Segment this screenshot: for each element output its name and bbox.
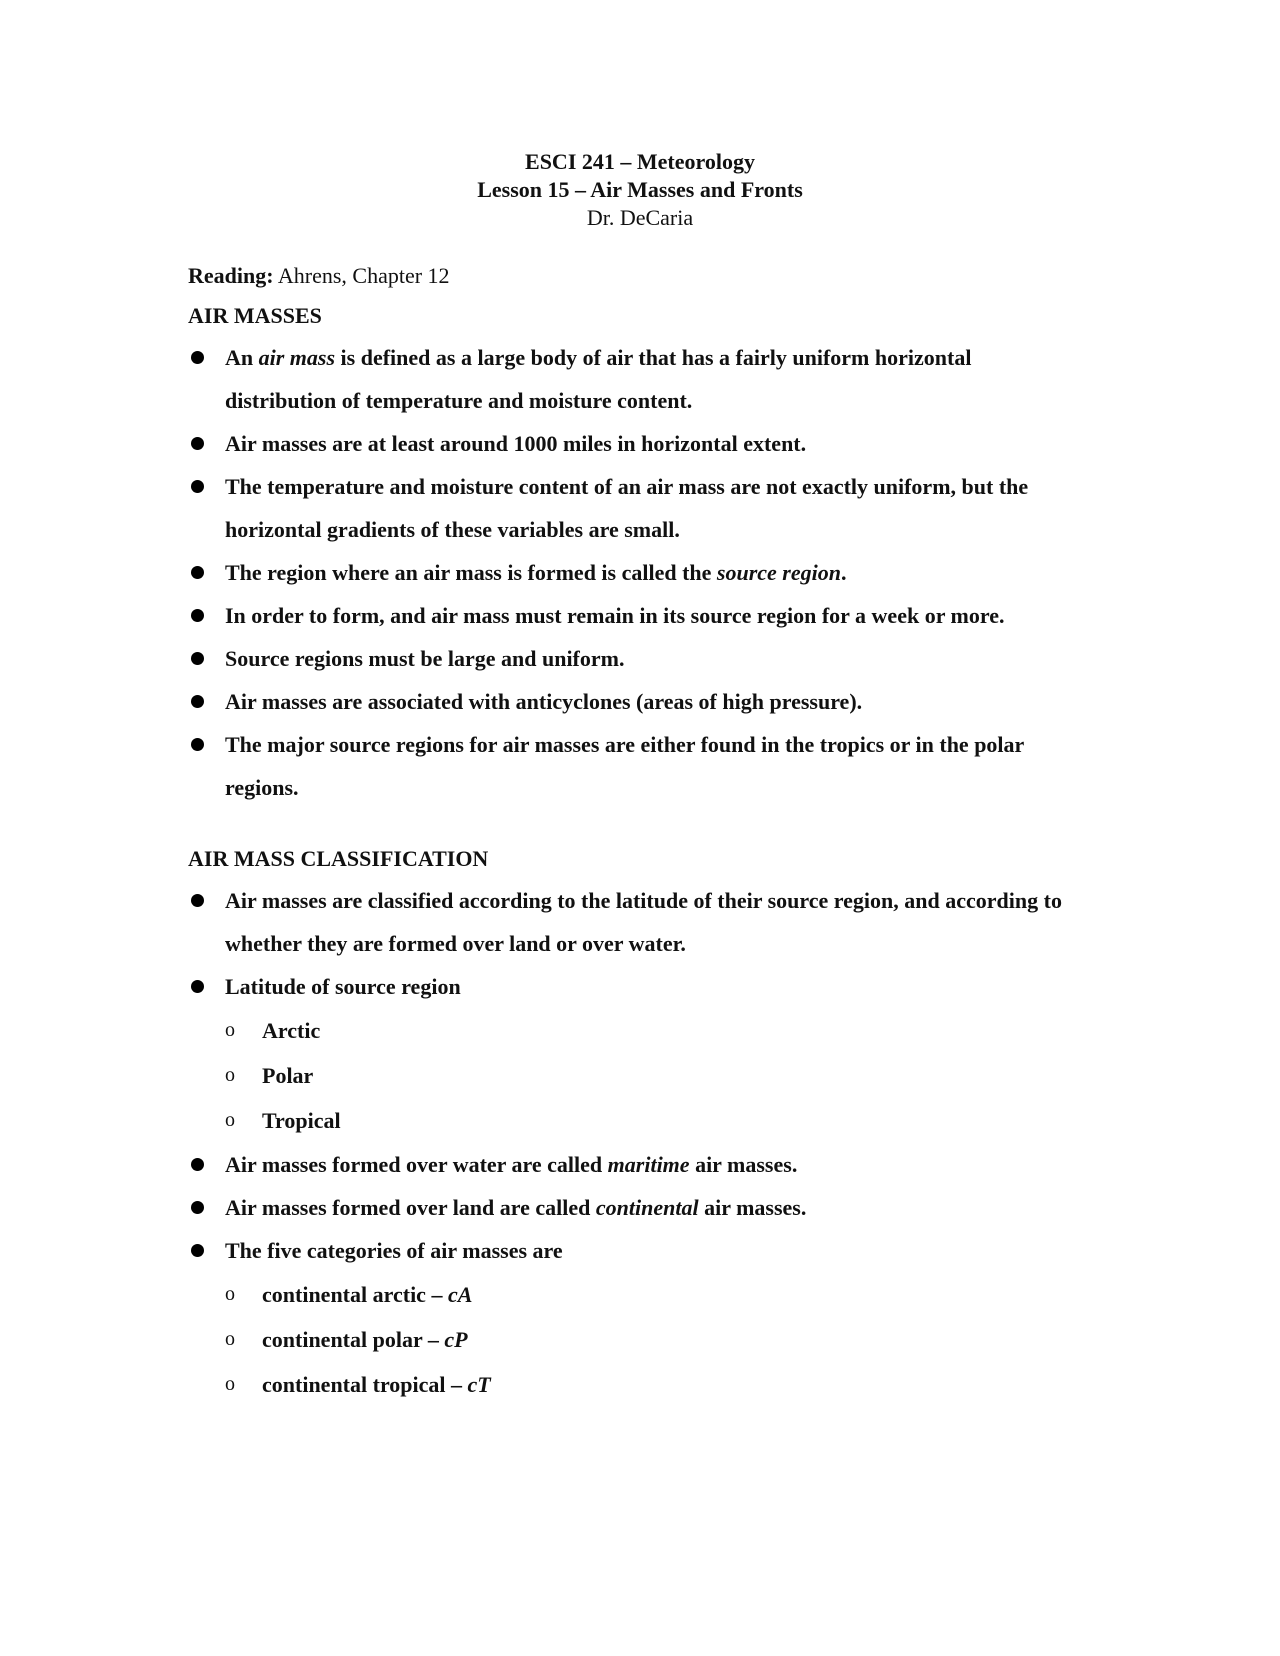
air-masses-list [188,336,1088,809]
bullet-text: is defined as a large body of air that has a fairly uniform horizontal distribution of temperature and moisture content. [225,345,972,413]
category-name: continental polar – [262,1327,445,1352]
bullet-icon [191,894,204,907]
author-name: Dr. DeCaria [586,205,694,230]
bullet-text: Air masses are at least around 1000 miles in horizontal extent. [225,431,807,456]
sublist-text: Tropical [262,1108,341,1133]
document-header [0,148,1280,232]
bullet-icon [191,695,204,708]
bullet-text: Air masses formed over land are called [225,1195,596,1220]
section-title-air-masses: AIR MASSES [188,303,322,328]
list-item [188,465,1088,551]
list-item [188,336,1088,422]
bullet-text: air masses. [698,1195,807,1220]
bullet-icon [191,609,204,622]
bullet-text: The major source regions for air masses are either found in the tropics or in the polar regions. [225,732,1024,800]
bullet-icon [191,652,204,665]
category-code: cT [467,1372,491,1397]
reading-text: Ahrens, Chapter 12 [277,263,450,288]
sublist-item [225,1362,1088,1407]
bullet-icon [191,480,204,493]
bullet-icon [191,437,204,450]
list-item [188,965,1088,1143]
document-body [188,262,1088,1407]
sublist-text: Polar [262,1063,314,1088]
reading-line [188,262,1088,290]
list-item [188,1186,1088,1229]
list-item [188,551,1088,594]
bullet-text: Latitude of source region [225,974,461,999]
bullet-text: Source regions must be large and uniform. [225,646,625,671]
sub-bullet-icon: o [225,1328,235,1350]
list-item [188,422,1088,465]
list-item [188,680,1088,723]
bullet-icon [191,566,204,579]
category-code: cA [447,1282,473,1307]
bullet-text: Air masses formed over water are called [225,1152,608,1177]
bullet-text: The temperature and moisture content of an air mass are not exactly uniform, but the horizontal gradients of these variables are small. [225,474,1029,542]
categories-sublist [225,1272,1088,1407]
bullet-text: The five categories of air masses are [225,1238,563,1263]
classification-list [188,879,1088,1407]
lesson-title: Lesson 15 – Air Masses and Fronts [477,177,803,202]
bullet-icon [191,1201,204,1214]
bullet-text: In order to form, and air mass must remain in its source region for a week or more. [225,603,1005,628]
sublist-item [225,1008,1088,1053]
latitude-sublist [225,1008,1088,1143]
bullet-text: Air masses are classified according to the latitude of their source region, and according to whether they are formed over land or over water. [225,888,1062,956]
list-item [188,1143,1088,1186]
sublist-item [225,1053,1088,1098]
term-maritime: maritime [607,1152,690,1177]
term-source-region: source region [716,560,841,585]
sublist-text: Arctic [262,1018,321,1043]
bullet-icon [191,1244,204,1257]
bullet-text: Air masses are associated with anticyclones (areas of high pressure). [225,689,863,714]
section-spacer [188,809,1088,845]
bullet-text: air masses. [689,1152,798,1177]
list-item [188,879,1088,965]
sub-bullet-icon: o [225,1019,235,1041]
sublist-item [225,1317,1088,1362]
list-item [188,594,1088,637]
bullet-text: An [225,345,259,370]
sublist-item [225,1098,1088,1143]
term-continental: continental [595,1195,699,1220]
section-title-classification: AIR MASS CLASSIFICATION [188,846,489,871]
sub-bullet-icon: o [225,1373,235,1395]
bullet-icon [191,738,204,751]
bullet-icon [191,351,204,364]
category-name: continental arctic – [262,1282,448,1307]
sub-bullet-icon: o [225,1109,235,1131]
list-item [188,637,1088,680]
bullet-icon [191,1158,204,1171]
bullet-text: . [840,560,847,585]
sub-bullet-icon: o [225,1283,235,1305]
list-item [188,1229,1088,1407]
term-air-mass: air mass [258,345,336,370]
sublist-item [225,1272,1088,1317]
reading-label: Reading: [188,263,274,288]
bullet-icon [191,980,204,993]
category-code: cP [444,1327,468,1352]
bullet-text: The region where an air mass is formed is called the [225,560,717,585]
category-name: continental tropical – [262,1372,468,1397]
course-title: ESCI 241 – Meteorology [525,149,755,174]
list-item [188,723,1088,809]
sub-bullet-icon: o [225,1064,235,1086]
